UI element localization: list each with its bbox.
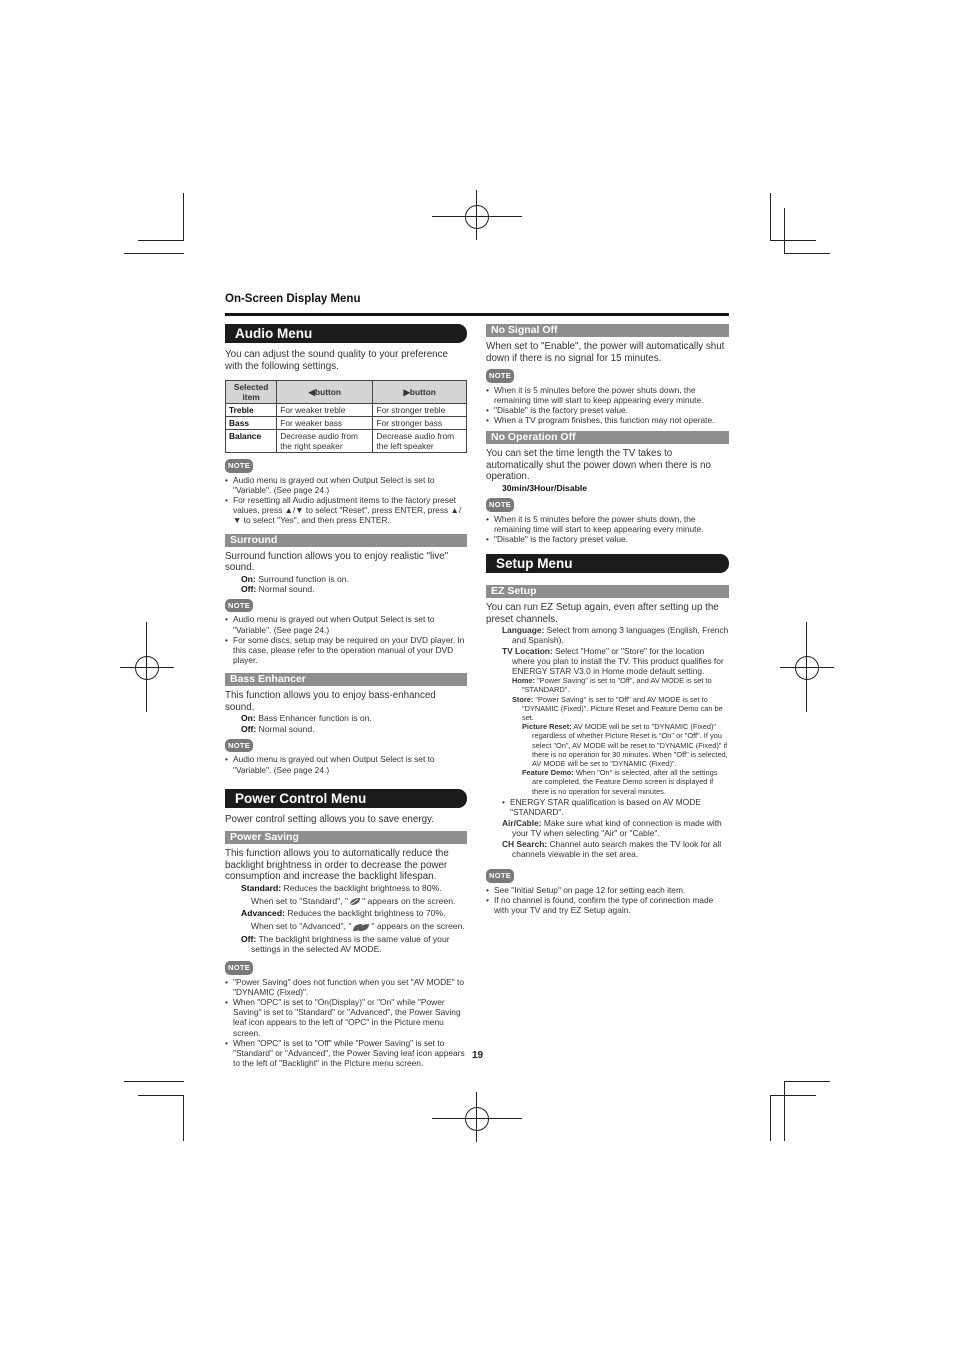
- table-row: [226, 430, 467, 453]
- note-item: • For some discs, setup may be required on your DVD player. In this case, please refer to the operation manual of your DVD player.: [225, 635, 467, 666]
- option-label: Store:: [512, 694, 534, 704]
- bass-off-option: [225, 724, 467, 734]
- no-operation-notes: [486, 514, 729, 545]
- note-item: • "Disable" is the factory preset value.: [486, 405, 729, 415]
- option-text: Select from among 3 languages (English, French and Spanish).: [512, 625, 729, 646]
- note-badge: NOTE: [225, 599, 253, 613]
- option-text: "Power Saving" is set to "Off" and AV MODE is set to "DYNAMIC (Fixed)". Picture Reset and Feature Demo can be set.: [522, 694, 723, 722]
- option-text: "Power Saving" is set to "Off", and AV MODE is set to "STANDARD".: [522, 676, 712, 695]
- crop-mark-tl-v: [183, 193, 184, 241]
- option-label: 30min/3Hour/Disable: [502, 482, 588, 493]
- note-badge: NOTE: [486, 498, 514, 512]
- table-cell: For weaker treble: [277, 404, 373, 417]
- note-item: • When it is 5 minutes before the power shuts down, the remaining time will start to keep appearing every minute.: [486, 385, 729, 405]
- option-label: Off:: [241, 583, 257, 594]
- option-label: Off:: [241, 933, 257, 944]
- note-badge: NOTE: [225, 961, 253, 975]
- bass-enhancer-intro: This function allows you to enjoy bass-enhanced sound.: [225, 690, 436, 713]
- crop-mark-bl-h: [124, 1081, 184, 1082]
- note-item: • Audio menu is grayed out when Output Select is set to "Variable". (See page 24.): [225, 754, 467, 774]
- note-item: • "Power Saving" does not function when you set "AV MODE" to "DYNAMIC (Fixed)".: [225, 977, 467, 997]
- note-badge: NOTE: [225, 459, 253, 473]
- option-label: Home:: [512, 676, 535, 686]
- table-header: Selected item: [226, 381, 277, 404]
- power-advanced-option: [225, 908, 467, 918]
- table-cell: Decrease audio from the right speaker: [277, 430, 373, 453]
- registration-circle-bottom: [465, 1107, 489, 1131]
- no-signal-notes: [486, 385, 729, 426]
- option-text: Reduces the backlight brightness to 80%.: [283, 882, 442, 893]
- bass-notes: [225, 754, 467, 774]
- power-standard-note: [225, 896, 467, 906]
- tv-location-option: [486, 646, 729, 677]
- option-text: Make sure what kind of connection is made with your TV when selecting "Air" or "Cable".: [512, 818, 722, 839]
- option-label: CH Search:: [502, 838, 548, 849]
- option-text: Bass Enhancer function is on.: [258, 713, 372, 724]
- option-label: On:: [241, 573, 256, 584]
- note-item: • Audio menu is grayed out when Output Select is set to "Variable". (See page 24.): [225, 614, 467, 634]
- registration-line-bottom-h: [432, 1118, 522, 1119]
- option-text: Reduces the backlight brightness to 70%.: [287, 908, 446, 919]
- crop-mark-bl-h2: [138, 1095, 184, 1096]
- option-text: " appears on the screen.: [371, 921, 465, 932]
- header-rule: [225, 313, 729, 316]
- option-text: Normal sound.: [258, 583, 315, 594]
- power-saving-notes: [225, 977, 467, 1069]
- audio-settings-table: [225, 380, 467, 453]
- table-cell: For weaker bass: [277, 417, 373, 430]
- no-signal-off-title: No Signal Off: [486, 324, 729, 337]
- crop-mark-tr-v: [770, 193, 771, 241]
- crop-mark-br-v: [784, 1081, 785, 1141]
- store-option: [486, 695, 729, 723]
- option-text: Surround function is on.: [258, 573, 349, 584]
- registration-line-right-h: [780, 667, 834, 668]
- leaf-icon: [348, 897, 362, 906]
- option-text: Select "Home" or "Store" for the location where you plan to install the TV. This product qualifies for ENERGY STAR V3.0 in Home mode default setting.: [512, 645, 724, 676]
- crop-mark-tr-v2: [784, 208, 785, 254]
- home-option: [486, 676, 729, 694]
- note-item: • When "OPC" is set to "On(Display)" or "On" while "Power Saving" is set to "Standard" or "Advanced", the Power Saving leaf icon appears to the left of "OPC" in the Picture menu screen.: [225, 997, 467, 1038]
- note-badge: NOTE: [486, 869, 514, 883]
- option-label: Advanced:: [241, 908, 285, 919]
- option-label: Standard:: [241, 882, 282, 893]
- section-header: On-Screen Display Menu: [225, 293, 361, 305]
- note-item: • When "OPC" is set to "Off" while "Power Saving" is set to "Standard" or "Advanced", the Power Saving leaf icon appears to the left of "Backlight" in the Picture menu screen.: [225, 1038, 467, 1069]
- double-leaf-icon: [351, 923, 371, 932]
- registration-line-left-h: [120, 667, 174, 668]
- no-operation-off-title: No Operation Off: [486, 431, 729, 444]
- option-label: TV Location:: [502, 645, 553, 656]
- registration-line-right-v: [806, 622, 807, 712]
- registration-line-top-v: [476, 190, 477, 240]
- note-item: • "Disable" is the factory preset value.: [486, 534, 729, 544]
- option-text: When set to "Standard", ": [251, 895, 349, 906]
- setup-menu-title: Setup Menu: [486, 554, 729, 573]
- option-label: Feature Demo:: [522, 768, 574, 778]
- bass-on-option: [225, 713, 467, 723]
- option-label: Off:: [241, 723, 257, 734]
- crop-mark-tl-h: [124, 253, 184, 254]
- power-control-title: Power Control Menu: [225, 789, 467, 808]
- surround-on-option: [225, 574, 467, 584]
- note-item: • ENERGY STAR qualification is based on AV MODE "STANDARD".: [502, 797, 729, 817]
- no-operation-options: [486, 483, 729, 493]
- table-cell: Bass: [226, 417, 277, 430]
- registration-line-left-v: [146, 622, 147, 712]
- table-cell: Decrease audio from the left speaker: [373, 430, 467, 453]
- ch-search-option: [486, 839, 729, 859]
- note-item: • For resetting all Audio adjustment items to the factory preset values, press ▲/▼ to select "Reset", press ENTER, press ▲/▼ to select "Yes", and then press ENTER.: [225, 495, 467, 526]
- crop-mark-br-v2: [770, 1095, 771, 1141]
- air-cable-option: [486, 818, 729, 838]
- surround-notes: [225, 614, 467, 665]
- ez-setup-notes: [486, 885, 729, 916]
- note-item: • See "Initial Setup" on page 12 for setting each item.: [486, 885, 729, 895]
- language-option: [486, 625, 729, 645]
- page-number: 19: [472, 1050, 484, 1061]
- registration-line-bottom-v: [476, 1092, 477, 1142]
- power-advanced-note: [225, 921, 467, 931]
- audio-notes: [225, 475, 467, 526]
- feature-demo-option: [486, 768, 729, 796]
- registration-circle-left: [135, 656, 159, 680]
- power-saving-title: Power Saving: [225, 831, 467, 844]
- table-header: ▶button: [373, 381, 467, 404]
- option-text: When set to "Advanced", ": [251, 921, 352, 932]
- crop-mark-tr-h: [770, 240, 816, 241]
- registration-circle-right: [795, 656, 819, 680]
- audio-menu-title: Audio Menu: [225, 324, 467, 343]
- power-standard-option: [225, 883, 467, 893]
- crop-mark-bl-v: [183, 1095, 184, 1141]
- option-text: The backlight brightness is the same value of your settings in the selected AV MODE.: [251, 933, 450, 954]
- audio-menu-intro: You can adjust the sound quality to your preference with the following settings.: [225, 349, 448, 372]
- registration-circle-top: [465, 205, 489, 229]
- no-signal-off-intro: When set to "Enable", the power will automatically shut down if there is no signal for 15 minutes.: [486, 341, 725, 364]
- option-label: On:: [241, 713, 256, 724]
- right-column: [486, 324, 729, 915]
- option-label: Language:: [502, 625, 545, 636]
- crop-mark-br-h: [784, 1081, 830, 1082]
- crop-mark-tl-h2: [138, 240, 184, 241]
- note-item: • When it is 5 minutes before the power shuts down, the remaining time will start to keep appearing every minute.: [486, 514, 729, 534]
- power-saving-intro: This function allows you to automatically reduce the backlight brightness in order to decrease the power consumption and increase the backlight lifespan.: [225, 848, 449, 883]
- note-item: • Audio menu is grayed out when Output Select is set to "Variable". (See page 24.): [225, 475, 467, 495]
- table-cell: For stronger treble: [373, 404, 467, 417]
- table-header-row: [226, 381, 467, 404]
- ez-setup-title: EZ Setup: [486, 585, 729, 598]
- crop-mark-tr-h2: [784, 253, 830, 254]
- note-badge: NOTE: [486, 369, 514, 383]
- power-control-intro: Power control setting allows you to save energy.: [225, 813, 434, 825]
- crop-mark-br-h2: [770, 1095, 816, 1096]
- option-text: Channel auto search makes the TV look for all channels viewable in the set area.: [512, 838, 722, 859]
- option-label: Picture Reset:: [522, 722, 572, 732]
- note-badge: NOTE: [225, 739, 253, 753]
- no-operation-off-intro: You can set the time length the TV takes to automatically shut the power down when there is no operation.: [486, 448, 711, 483]
- bass-enhancer-title: Bass Enhancer: [225, 673, 467, 686]
- energy-star-bullet: [486, 797, 729, 817]
- option-label: Air/Cable:: [502, 818, 542, 829]
- table-cell: Treble: [226, 404, 277, 417]
- table-header: ◀button: [277, 381, 373, 404]
- table-cell: For stronger bass: [373, 417, 467, 430]
- surround-intro: Surround function allows you to enjoy realistic "live" sound.: [225, 550, 449, 574]
- ez-setup-intro: You can run EZ Setup again, even after setting up the preset channels.: [486, 602, 719, 625]
- registration-line-top-h: [432, 216, 522, 217]
- left-column: [225, 324, 467, 1068]
- note-item: • When a TV program finishes, this function may not operate.: [486, 415, 729, 425]
- table-row: [226, 417, 467, 430]
- power-off-option: [225, 934, 467, 954]
- table-row: [226, 404, 467, 417]
- option-text: Normal sound.: [258, 723, 315, 734]
- option-text: AV MODE will be set to "DYNAMIC (Fixed)" regardless of whether Picture Reset is "On" or "Off". If you select "On", AV MODE will be reset to "DYNAMIC (Fixed)" if there is no operation for 30 minutes. When "Off" is selected, AV MODE will be set to "DYNAMIC (Fixed)".: [532, 722, 728, 768]
- option-text: " appears on the screen.: [362, 895, 456, 906]
- option-text: When "On" is selected, after all the settings are completed, the Feature Demo screen is displayed if there is no operation for several minutes.: [532, 768, 718, 796]
- surround-off-option: [225, 584, 467, 594]
- picture-reset-option: [486, 722, 729, 768]
- note-item: • If no channel is found, confirm the type of connection made with your TV and try EZ Setup again.: [486, 895, 729, 915]
- surround-title: Surround: [225, 534, 467, 547]
- table-cell: Balance: [226, 430, 277, 453]
